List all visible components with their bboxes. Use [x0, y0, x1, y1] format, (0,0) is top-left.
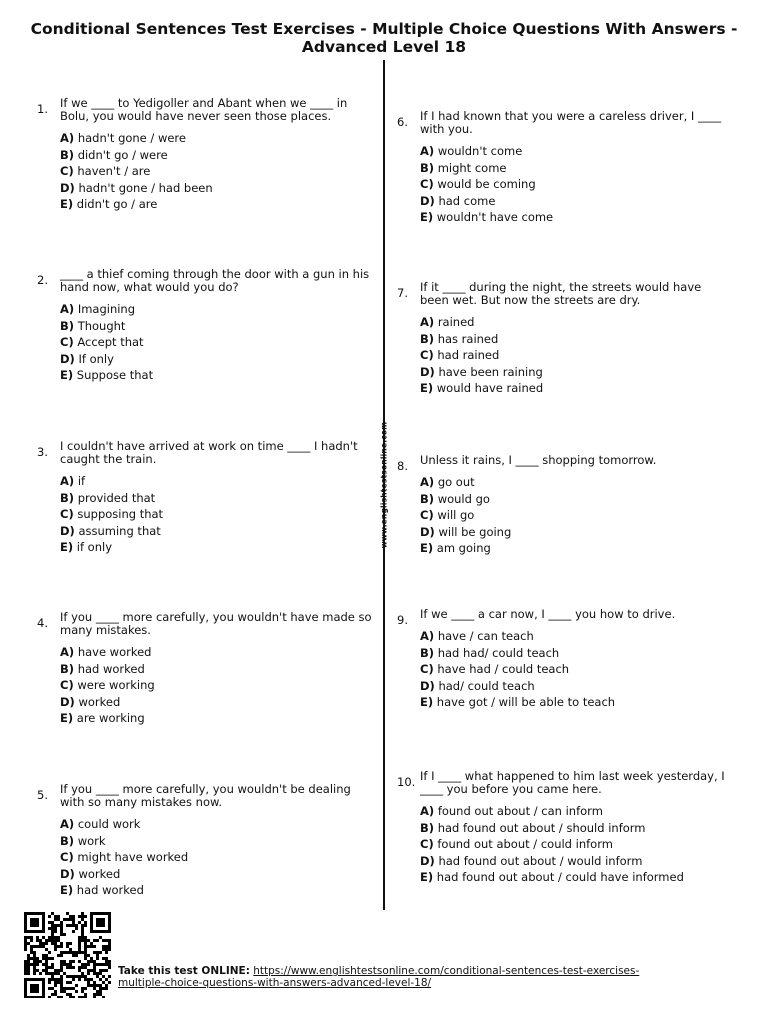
option-letter: D)	[60, 694, 75, 709]
option-letter: A)	[60, 817, 75, 831]
answer-option[interactable]	[60, 833, 188, 850]
question-number: 6.	[397, 115, 408, 129]
answer-option[interactable]	[60, 473, 163, 490]
answer-option[interactable]	[60, 710, 155, 727]
answer-option[interactable]	[420, 694, 615, 711]
option-letter: B)	[60, 147, 75, 162]
question-stem	[60, 268, 377, 294]
option-letter: C)	[60, 678, 74, 692]
question-stem	[420, 110, 737, 136]
question-number: 5.	[37, 788, 48, 802]
option-text: rained	[437, 315, 475, 329]
option-letter: D)	[60, 180, 75, 195]
answer-option[interactable]	[420, 474, 511, 491]
qr-code-icon[interactable]	[24, 912, 114, 998]
option-text: didn't go / were	[77, 147, 168, 162]
question-number: 7.	[397, 286, 408, 300]
option-text: had worked	[76, 883, 144, 897]
title-line-1: Conditional Sentences Test Exercises - Multiple Choice Questions With Answers -	[30, 20, 738, 38]
option-text: might have worked	[77, 850, 189, 864]
option-letter: D)	[420, 524, 435, 539]
option-text: If only	[78, 351, 114, 366]
question-number: 8.	[397, 459, 408, 473]
option-letter: A)	[420, 144, 435, 158]
question-stem-line-1: If we ____ a car now, I ____ you how to drive.	[420, 607, 676, 621]
answer-option[interactable]	[60, 130, 213, 147]
option-letter: D)	[420, 364, 435, 379]
question-stem-line-2: hand now, what would you do?	[60, 280, 239, 294]
option-text: worked	[78, 866, 121, 881]
option-text: hadn't gone / had been	[78, 180, 213, 195]
option-text: wouldn't have come	[436, 210, 554, 224]
question-stem-line-1: ____ a thief coming through the door with a gun in his	[60, 267, 370, 281]
option-text: Accept that	[77, 335, 144, 349]
answer-options	[60, 644, 155, 727]
answer-options	[420, 143, 553, 226]
answer-options	[60, 130, 213, 213]
option-letter: D)	[60, 351, 75, 366]
option-text: work	[77, 833, 106, 848]
question-stem	[60, 440, 377, 466]
option-letter: E)	[60, 368, 74, 382]
option-letter: E)	[60, 711, 74, 725]
option-text: found out about / could inform	[437, 837, 613, 851]
option-letter: A)	[420, 804, 435, 818]
option-letter: E)	[420, 381, 434, 395]
answer-option[interactable]	[420, 193, 553, 210]
option-text: wouldn't come	[437, 144, 523, 158]
answer-option[interactable]	[420, 380, 543, 397]
option-letter: A)	[420, 629, 435, 643]
option-text: had rained	[437, 348, 500, 362]
option-text: have / can teach	[437, 629, 534, 643]
option-letter: C)	[60, 507, 74, 521]
footer-lead: Take this test ONLINE:	[118, 965, 250, 977]
question-stem-line-1: If I had known that you were a careless driver, I ____	[420, 109, 721, 123]
question-stem-line-2: been wet. But now the streets are dry.	[420, 293, 641, 307]
option-text: has rained	[437, 331, 499, 346]
answer-option[interactable]	[60, 490, 163, 507]
option-letter: B)	[60, 490, 75, 505]
option-text: are working	[76, 711, 145, 725]
option-text: go out	[437, 475, 475, 489]
option-letter: B)	[420, 331, 435, 346]
option-text: worked	[78, 694, 121, 709]
answer-option[interactable]	[60, 196, 213, 213]
option-text: could work	[77, 817, 141, 831]
answer-option[interactable]	[60, 849, 188, 866]
question-stem	[420, 770, 737, 796]
option-text: hadn't gone / were	[77, 131, 186, 145]
answer-option[interactable]	[60, 147, 213, 164]
page-title	[20, 20, 748, 56]
question-stem-line-1: If you ____ more carefully, you wouldn't be dealing	[60, 782, 351, 796]
answer-option[interactable]	[420, 507, 511, 524]
option-letter: B)	[60, 318, 75, 333]
answer-option[interactable]	[420, 540, 511, 557]
option-text: have got / will be able to teach	[436, 695, 616, 709]
question-stem	[420, 454, 737, 467]
question-stem	[420, 281, 737, 307]
option-letter: E)	[60, 540, 74, 554]
answer-option[interactable]	[420, 524, 511, 541]
option-text: had come	[438, 193, 496, 208]
answer-options	[60, 301, 153, 384]
option-text: Suppose that	[76, 368, 154, 382]
option-letter: A)	[60, 131, 75, 145]
question-stem	[60, 611, 377, 637]
option-text: will be going	[438, 524, 512, 539]
answer-option[interactable]	[420, 836, 684, 853]
answer-option[interactable]	[60, 866, 188, 883]
option-text: had/ could teach	[438, 678, 535, 693]
option-text: if only	[76, 540, 113, 554]
answer-option[interactable]	[420, 853, 684, 870]
option-letter: C)	[60, 335, 74, 349]
option-text: have had / could teach	[437, 662, 570, 676]
footer	[118, 965, 678, 989]
option-letter: A)	[60, 645, 75, 659]
footer-link-line-2[interactable]: multiple-choice-questions-with-answers-advanced-level-18/	[118, 977, 432, 989]
answer-option[interactable]	[420, 331, 543, 348]
answer-option[interactable]	[420, 645, 615, 662]
option-letter: A)	[60, 302, 75, 316]
option-text: assuming that	[78, 523, 161, 538]
answer-option[interactable]	[60, 318, 153, 335]
option-letter: E)	[420, 541, 434, 555]
option-letter: B)	[420, 160, 435, 175]
question-stem-line-1: If we ____ to Yedigoller and Abant when we ____ in	[60, 96, 348, 110]
answer-option[interactable]	[60, 677, 155, 694]
answer-option[interactable]	[60, 539, 163, 556]
option-text: would go	[437, 491, 490, 506]
option-text: will go	[437, 508, 475, 522]
answer-options	[420, 314, 543, 397]
answer-option[interactable]	[60, 882, 188, 899]
answer-option[interactable]	[420, 678, 615, 695]
question-number: 9.	[397, 613, 408, 627]
option-text: am going	[436, 541, 491, 555]
answer-option[interactable]	[420, 314, 543, 331]
option-text: if	[77, 474, 86, 488]
answer-option[interactable]	[60, 523, 163, 540]
option-letter: A)	[420, 315, 435, 329]
answer-options	[420, 803, 684, 886]
question-stem	[60, 97, 377, 123]
footer-link-line-1[interactable]: https://www.englishtestsonline.com/conditional-sentences-test-exercises-	[253, 965, 640, 977]
question-number: 3.	[37, 445, 48, 459]
option-text: would have rained	[436, 381, 544, 395]
answer-options	[420, 628, 615, 711]
option-text: Thought	[77, 318, 126, 333]
answer-option[interactable]	[60, 334, 153, 351]
question-stem-line-2: Bolu, you would have never seen those places.	[60, 109, 332, 123]
answer-option[interactable]	[420, 803, 684, 820]
answer-option[interactable]	[60, 644, 155, 661]
question-stem-line-2: ____ you before you came here.	[420, 782, 602, 796]
option-letter: E)	[60, 883, 74, 897]
option-letter: B)	[420, 820, 435, 835]
option-letter: D)	[420, 678, 435, 693]
answer-option[interactable]	[420, 160, 553, 177]
question-number: 10.	[397, 775, 416, 789]
answer-option[interactable]	[420, 628, 615, 645]
question-stem-line-1: Unless it rains, I ____ shopping tomorrow.	[420, 453, 657, 467]
option-letter: C)	[420, 662, 434, 676]
answer-options	[420, 474, 511, 557]
question-number: 2.	[37, 273, 48, 287]
option-text: didn't go / are	[76, 197, 158, 211]
option-text: had found out about / should inform	[437, 820, 646, 835]
option-letter: D)	[420, 193, 435, 208]
answer-option[interactable]	[60, 180, 213, 197]
answer-option[interactable]	[60, 661, 155, 678]
option-text: had found out about / would inform	[438, 853, 643, 868]
option-text: provided that	[77, 490, 156, 505]
option-text: might come	[437, 160, 507, 175]
answer-option[interactable]	[420, 820, 684, 837]
option-letter: D)	[60, 523, 75, 538]
option-text: found out about / can inform	[437, 804, 603, 818]
question-stem-line-2: many mistakes.	[60, 623, 151, 637]
question-stem-line-1: If you ____ more carefully, you wouldn't have made so	[60, 610, 372, 624]
option-text: would be coming	[437, 177, 536, 191]
answer-option[interactable]	[420, 143, 553, 160]
question-stem-line-2: caught the train.	[60, 452, 157, 466]
option-text: haven't / are	[77, 164, 151, 178]
option-text: have been raining	[438, 364, 543, 379]
option-letter: C)	[420, 348, 434, 362]
answer-option[interactable]	[420, 176, 553, 193]
question-stem-line-2: with you.	[420, 122, 473, 136]
answer-option[interactable]	[420, 347, 543, 364]
option-letter: E)	[420, 870, 434, 884]
option-letter: C)	[420, 177, 434, 191]
answer-option[interactable]	[420, 869, 684, 886]
answer-option[interactable]	[60, 367, 153, 384]
answer-option[interactable]	[420, 491, 511, 508]
answer-option[interactable]	[60, 301, 153, 318]
question-stem-line-1: I couldn't have arrived at work on time ____ I hadn't	[60, 439, 358, 453]
question-number: 1.	[37, 102, 48, 116]
option-text: had found out about / could have informed	[436, 870, 684, 884]
answer-option[interactable]	[60, 816, 188, 833]
option-letter: A)	[420, 475, 435, 489]
option-letter: D)	[60, 866, 75, 881]
option-text: have worked	[77, 645, 152, 659]
option-letter: C)	[60, 850, 74, 864]
option-letter: D)	[420, 853, 435, 868]
option-text: had had/ could teach	[437, 645, 560, 660]
answer-options	[60, 473, 163, 556]
answer-option[interactable]	[60, 694, 155, 711]
site-watermark: www.englishtestsonline.com	[379, 421, 389, 549]
option-letter: C)	[60, 164, 74, 178]
option-text: were working	[77, 678, 155, 692]
answer-option[interactable]	[420, 661, 615, 678]
option-letter: C)	[420, 508, 434, 522]
option-letter: E)	[60, 197, 74, 211]
question-stem-line-2: with so many mistakes now.	[60, 795, 222, 809]
question-stem-line-1: If I ____ what happened to him last week yesterday, I	[420, 769, 725, 783]
option-text: had worked	[77, 661, 145, 676]
option-letter: C)	[420, 837, 434, 851]
title-line-2: Advanced Level 18	[301, 38, 467, 56]
answer-option[interactable]	[420, 364, 543, 381]
option-letter: E)	[420, 695, 434, 709]
option-text: Imagining	[77, 302, 136, 316]
question-stem-line-1: If it ____ during the night, the streets would have	[420, 280, 702, 294]
option-letter: B)	[60, 833, 75, 848]
option-letter: B)	[420, 491, 435, 506]
answer-option[interactable]	[60, 351, 153, 368]
answer-options	[60, 816, 188, 899]
option-letter: A)	[60, 474, 75, 488]
question-number: 4.	[37, 616, 48, 630]
answer-option[interactable]	[420, 209, 553, 226]
answer-option[interactable]	[60, 506, 163, 523]
question-stem	[420, 608, 737, 621]
question-stem	[60, 783, 377, 809]
option-text: supposing that	[77, 507, 164, 521]
option-letter: E)	[420, 210, 434, 224]
answer-option[interactable]	[60, 163, 213, 180]
option-letter: B)	[60, 661, 75, 676]
option-letter: B)	[420, 645, 435, 660]
